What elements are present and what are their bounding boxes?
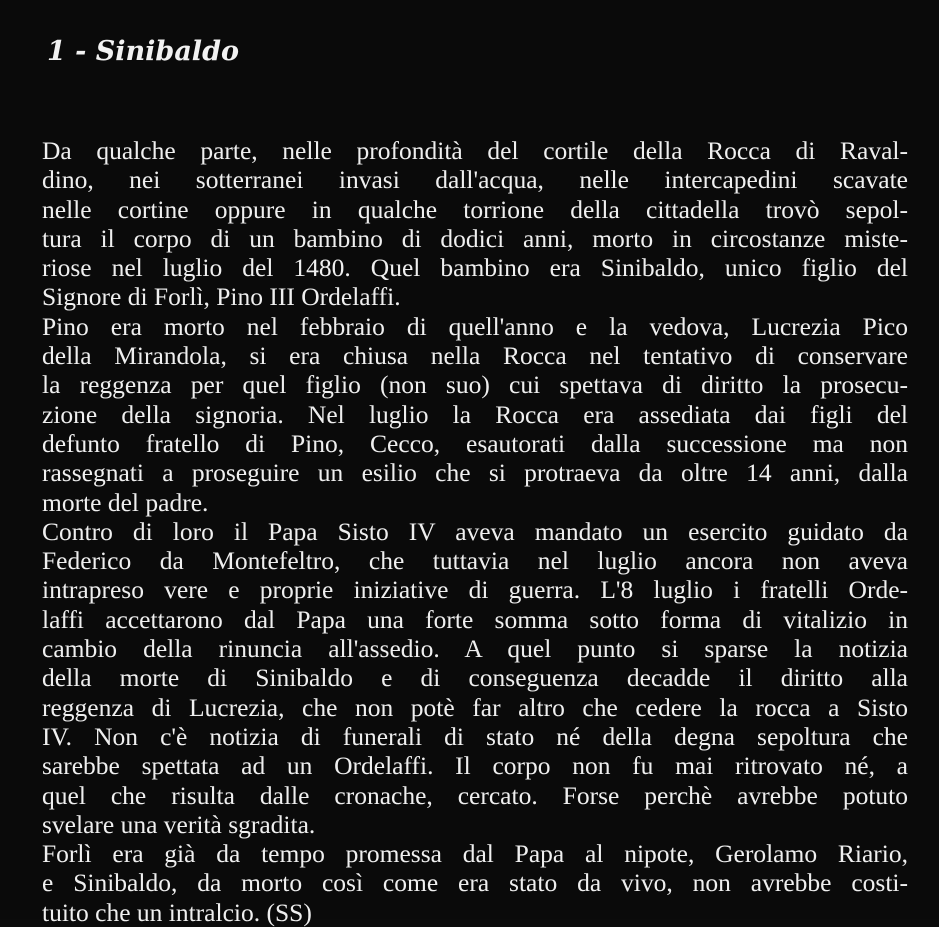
- text-line: cambio della rinuncia all'assedio. A quel punto si sparse la notizia: [42, 634, 908, 664]
- body-text: [42, 136, 908, 927]
- text-line: quel che risulta dalle cronache, cercato. Forse perchè avrebbe potuto: [42, 780, 908, 810]
- text-line: morte del padre.: [42, 487, 209, 517]
- text-line: zione della signoria. Nel luglio la Rocca era assediata dai figli del: [42, 399, 908, 429]
- text-line: sarebbe spettata ad un Ordelaffi. Il corpo non fu mai ritrovato né, a: [42, 751, 908, 781]
- text-line: tuito che un intralcio. (SS): [42, 897, 312, 927]
- text-line: dino, nei sotterranei invasi dall'acqua, nelle intercapedini scavate: [42, 165, 908, 195]
- text-line: intrapreso vere e proprie iniziative di guerra. L'8 luglio i fratelli Orde-: [42, 575, 908, 605]
- text-line: riose nel luglio del 1480. Quel bambino era Sinibaldo, unico figlio del: [42, 253, 908, 283]
- text-line: della morte di Sinibaldo e di conseguenza decadde il diritto alla: [42, 663, 908, 693]
- paragraph: [42, 136, 908, 312]
- text-line: laffi accettarono dal Papa una forte somma sotto forma di vitalizio in: [42, 604, 908, 634]
- text-line: svelare una verità sgradita.: [42, 809, 316, 839]
- text-line: rassegnati a proseguire un esilio che si protraeva da oltre 14 anni, dalla: [42, 458, 908, 488]
- text-line: Signore di Forlì, Pino III Ordelaffi.: [42, 282, 401, 312]
- text-line: Forlì era già da tempo promessa dal Papa al nipote, Gerolamo Riario,: [42, 839, 908, 869]
- text-line: nelle cortine oppure in qualche torrione della cittadella trovò sepol-: [42, 194, 908, 224]
- text-line: reggenza di Lucrezia, che non potè far altro che cedere la rocca a Sisto: [42, 692, 908, 722]
- text-line: Pino era morto nel febbraio di quell'anno e la vedova, Lucrezia Pico: [42, 311, 908, 341]
- paragraph: [42, 312, 908, 517]
- chapter-heading: 1 - Sinibaldo: [47, 36, 239, 67]
- text-line: della Mirandola, si era chiusa nella Rocca nel tentativo di conservare: [42, 341, 908, 371]
- paragraph: [42, 839, 908, 927]
- text-line: tura il corpo di un bambino di dodici anni, morto in circostanze miste-: [42, 223, 908, 253]
- text-line: e Sinibaldo, da morto così come era stato da vivo, non avrebbe costi-: [42, 868, 908, 898]
- text-line: Federico da Montefeltro, che tuttavia nel luglio ancora non aveva: [42, 546, 908, 576]
- text-line: la reggenza per quel figlio (non suo) cui spettava di diritto la prosecu-: [42, 370, 908, 400]
- text-line: Contro di loro il Papa Sisto IV aveva mandato un esercito guidato da: [42, 516, 908, 546]
- text-line: defunto fratello di Pino, Cecco, esautorati dalla successione ma non: [42, 428, 908, 458]
- paragraph: [42, 517, 908, 839]
- text-line: Da qualche parte, nelle profondità del cortile della Rocca di Raval-: [42, 136, 908, 165]
- text-line: IV. Non c'è notizia di funerali di stato né della degna sepoltura che: [42, 721, 908, 751]
